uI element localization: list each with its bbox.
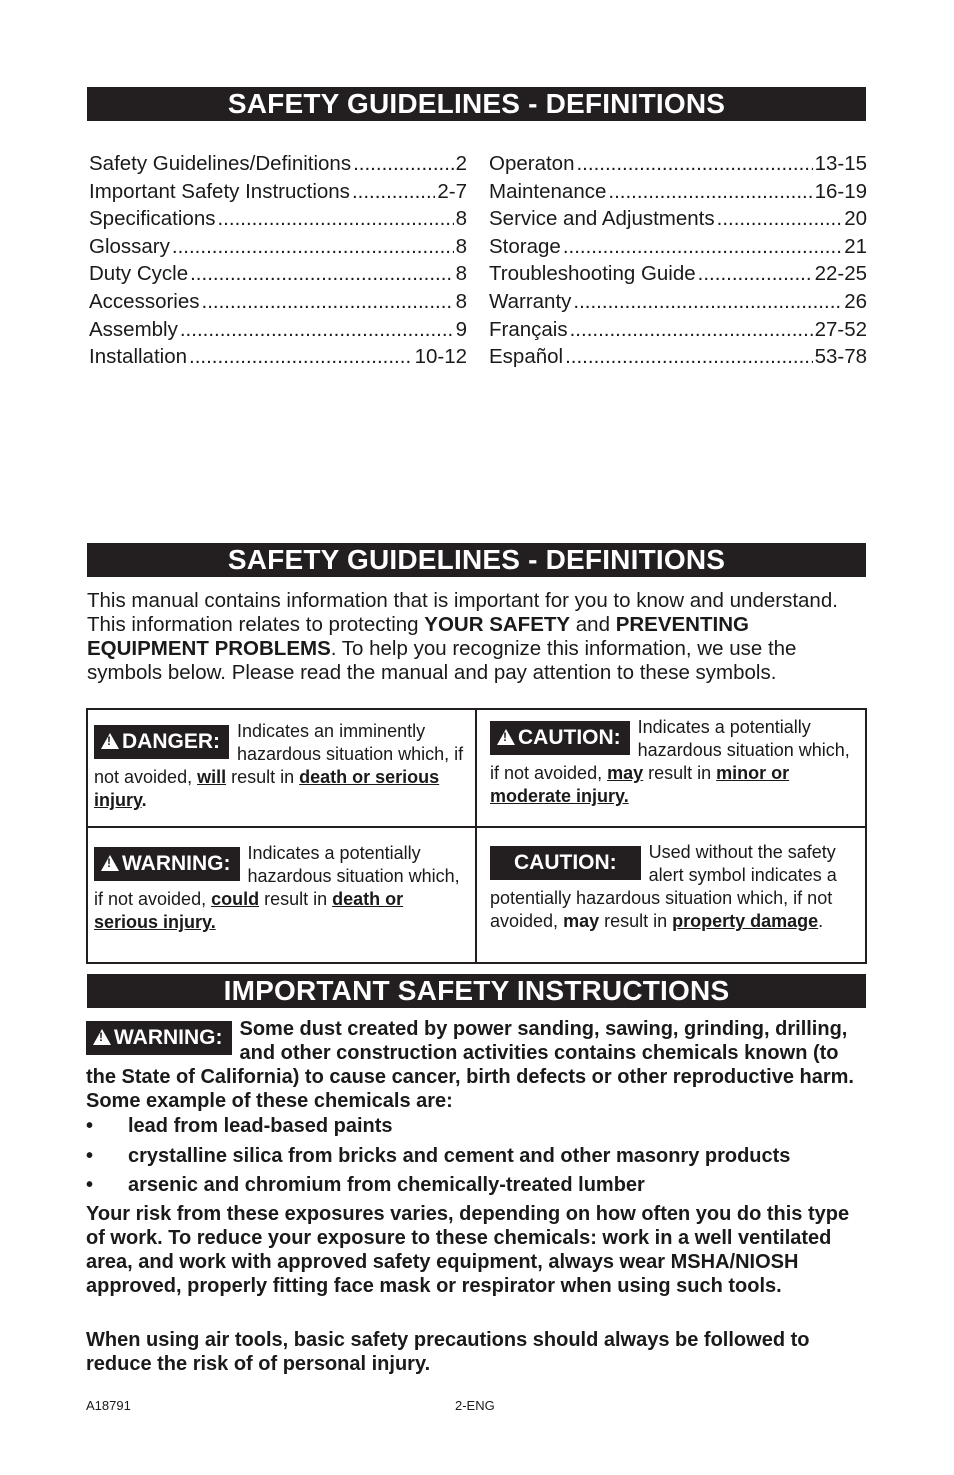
danger-label: !DANGER: <box>94 725 229 759</box>
caution-symbol-definition: !CAUTION: Indicates a potentially hazardous situation which, if not avoided, may result in minor or moderate injury. <box>490 716 858 808</box>
safety-alert-triangle-icon <box>101 855 119 871</box>
toc-entry-page: 53-78 <box>814 345 867 369</box>
intro-bold-equipment: PREVENTING EQUIPMENT PROBLEMS <box>87 613 749 660</box>
toc-leader-dots <box>172 235 454 259</box>
risk-paragraph: Your risk from these exposures varies, depending on how often you do this type of work. To reduce your exposure to these chemicals: work in a well ventilated area, and work with approved safety equipment, always wear MSHA/NIOSH approved, properly fitting face mask or respirator when using such tools. <box>86 1203 850 1297</box>
toc-entry-page: 2-7 <box>437 179 467 203</box>
toc-right-column <box>489 152 867 373</box>
toc-entry <box>89 345 467 373</box>
document-code: A18791 <box>86 1398 131 1413</box>
toc-entry <box>89 152 467 180</box>
toc-leader-dots <box>189 345 413 369</box>
toc-entry <box>89 290 467 318</box>
toc-entry-label: Warranty <box>489 289 572 313</box>
caution-plain-definition: CAUTION: Used without the safety alert symbol indicates a potentially hazardous situation which, if not avoided, may result in property damage. <box>490 842 837 931</box>
toc-entry <box>89 207 467 235</box>
toc-entry-label: Installation <box>89 345 188 369</box>
toc-leader-dots <box>217 207 453 231</box>
toc-entry-page: 9 <box>455 317 467 341</box>
page-number: 2-ENG <box>455 1398 495 1413</box>
caution-plain-label: CAUTION: <box>490 846 641 880</box>
toc-entry-label: Important Safety Instructions <box>89 179 350 203</box>
intro-text: and <box>570 613 616 636</box>
toc-entry-page: 8 <box>455 234 467 258</box>
toc-entry-label: Storage <box>489 234 561 258</box>
air-tools-paragraph: When using air tools, basic safety precautions should always be followed to reduce the risk of of personal injury. <box>86 1329 810 1375</box>
toc-entry <box>489 207 867 235</box>
toc-leader-dots <box>608 180 812 204</box>
bullet-icon: • <box>86 1174 94 1197</box>
intro-text: . To help you recognize this information, we use the symbols below. Please read the manual and pay attention to these symbols. <box>87 637 797 684</box>
safety-alert-triangle-icon <box>497 729 515 745</box>
bullet-icon: • <box>86 1144 94 1167</box>
list-item-text: lead from lead-based paints <box>128 1115 393 1138</box>
grid-divider <box>88 826 865 828</box>
toc-leader-dots <box>180 318 454 342</box>
instructions-warning <box>86 1017 866 1113</box>
danger-definition: !DANGER: Indicates an imminently hazardous situation which, if not avoided, will result in death or serious injury. <box>94 720 464 812</box>
toc-leader-dots <box>190 262 453 286</box>
toc-entry-label: Operaton <box>489 152 575 175</box>
toc-entry-label: Accessories <box>89 289 200 313</box>
toc-entry <box>89 262 467 290</box>
list-item-text: crystalline silica from bricks and cement and other masonry products <box>128 1144 791 1167</box>
toc-entry-page: 20 <box>844 207 867 231</box>
toc-entry-label: Español <box>489 345 564 369</box>
intro-paragraph <box>87 589 867 685</box>
toc-entry <box>489 180 867 208</box>
toc-entry-page: 8 <box>455 207 467 231</box>
toc-entry-label: Service and Adjustments <box>489 207 715 231</box>
bullet-icon: • <box>86 1115 94 1138</box>
toc-leader-dots <box>573 290 842 314</box>
toc-leader-dots <box>698 262 813 286</box>
warning-definition: !WARNING: Indicates a potentially hazardous situation which, if not avoided, could result in death or serious injury. <box>94 842 464 934</box>
toc-entry <box>489 345 867 373</box>
toc-entry-label: Assembly <box>89 317 178 341</box>
grid-divider <box>475 710 477 962</box>
list-item <box>86 1112 866 1142</box>
warning-label: !WARNING: <box>94 847 240 881</box>
toc-entry <box>89 235 467 263</box>
instructions-banner: IMPORTANT SAFETY INSTRUCTIONS <box>87 974 866 1008</box>
safety-alert-triangle-icon <box>101 733 119 749</box>
toc-leader-dots <box>352 180 435 204</box>
toc-entry <box>89 318 467 346</box>
toc-leader-dots <box>353 152 454 176</box>
warning-label: !WARNING: <box>86 1021 232 1055</box>
toc-entry-page: 26 <box>844 289 867 313</box>
toc-entry-label: Troubleshooting Guide <box>489 262 696 286</box>
toc-entry <box>489 235 867 263</box>
list-item-text: arsenic and chromium from chemically-treated lumber <box>128 1174 645 1197</box>
toc-entry-page: 10-12 <box>414 345 467 369</box>
definitions-grid <box>86 708 867 964</box>
toc-leader-dots <box>202 290 454 314</box>
toc-entry-label: Specifications <box>89 207 216 231</box>
toc-entry-page: 8 <box>455 262 467 286</box>
toc-entry-page: 2 <box>455 152 467 175</box>
safety-alert-triangle-icon <box>93 1029 111 1045</box>
toc-leader-dots <box>563 235 842 259</box>
toc-entry-label: Maintenance <box>489 179 607 203</box>
chemical-list <box>86 1112 866 1201</box>
toc-entry-label: Duty Cycle <box>89 262 189 286</box>
toc-entry-page: 22-25 <box>814 262 867 286</box>
toc-entry-page: 13-15 <box>814 152 867 175</box>
toc-leader-dots <box>565 345 812 369</box>
toc-entry-label: Glossary <box>89 234 170 258</box>
definitions-banner: SAFETY GUIDELINES - DEFINITIONS <box>87 543 866 577</box>
toc-entry-label: Safety Guidelines/Definitions <box>89 152 352 175</box>
toc-leader-dots <box>570 318 813 342</box>
list-item <box>86 1142 866 1172</box>
toc-left-column <box>89 152 467 373</box>
toc-entry <box>489 152 867 180</box>
toc-banner: SAFETY GUIDELINES - DEFINITIONS <box>87 87 866 121</box>
warning-text: Some dust created by power sanding, sawing, grinding, drilling, and other construction activities contains chemicals known (to the State of California) to cause cancer, birth defects or other reproductive harm. Some example of these chemicals are: <box>86 1018 854 1112</box>
toc-entry <box>89 180 467 208</box>
toc-entry-page: 21 <box>844 234 867 258</box>
list-item <box>86 1171 866 1201</box>
toc-leader-dots <box>576 152 812 176</box>
caution-label: !CAUTION: <box>490 721 630 755</box>
intro-bold-safety: YOUR SAFETY <box>424 613 571 636</box>
toc-leader-dots <box>717 207 843 231</box>
toc-entry <box>489 318 867 346</box>
toc-entry-page: 27-52 <box>814 317 867 341</box>
toc-entry-page: 8 <box>455 289 467 313</box>
toc-entry <box>489 290 867 318</box>
toc-entry-label: Français <box>489 317 568 341</box>
toc-entry-page: 16-19 <box>814 179 867 203</box>
intro-text: This manual contains information that is important for you to know and understand. This information relates to protecting <box>87 589 838 636</box>
toc-entry <box>489 262 867 290</box>
